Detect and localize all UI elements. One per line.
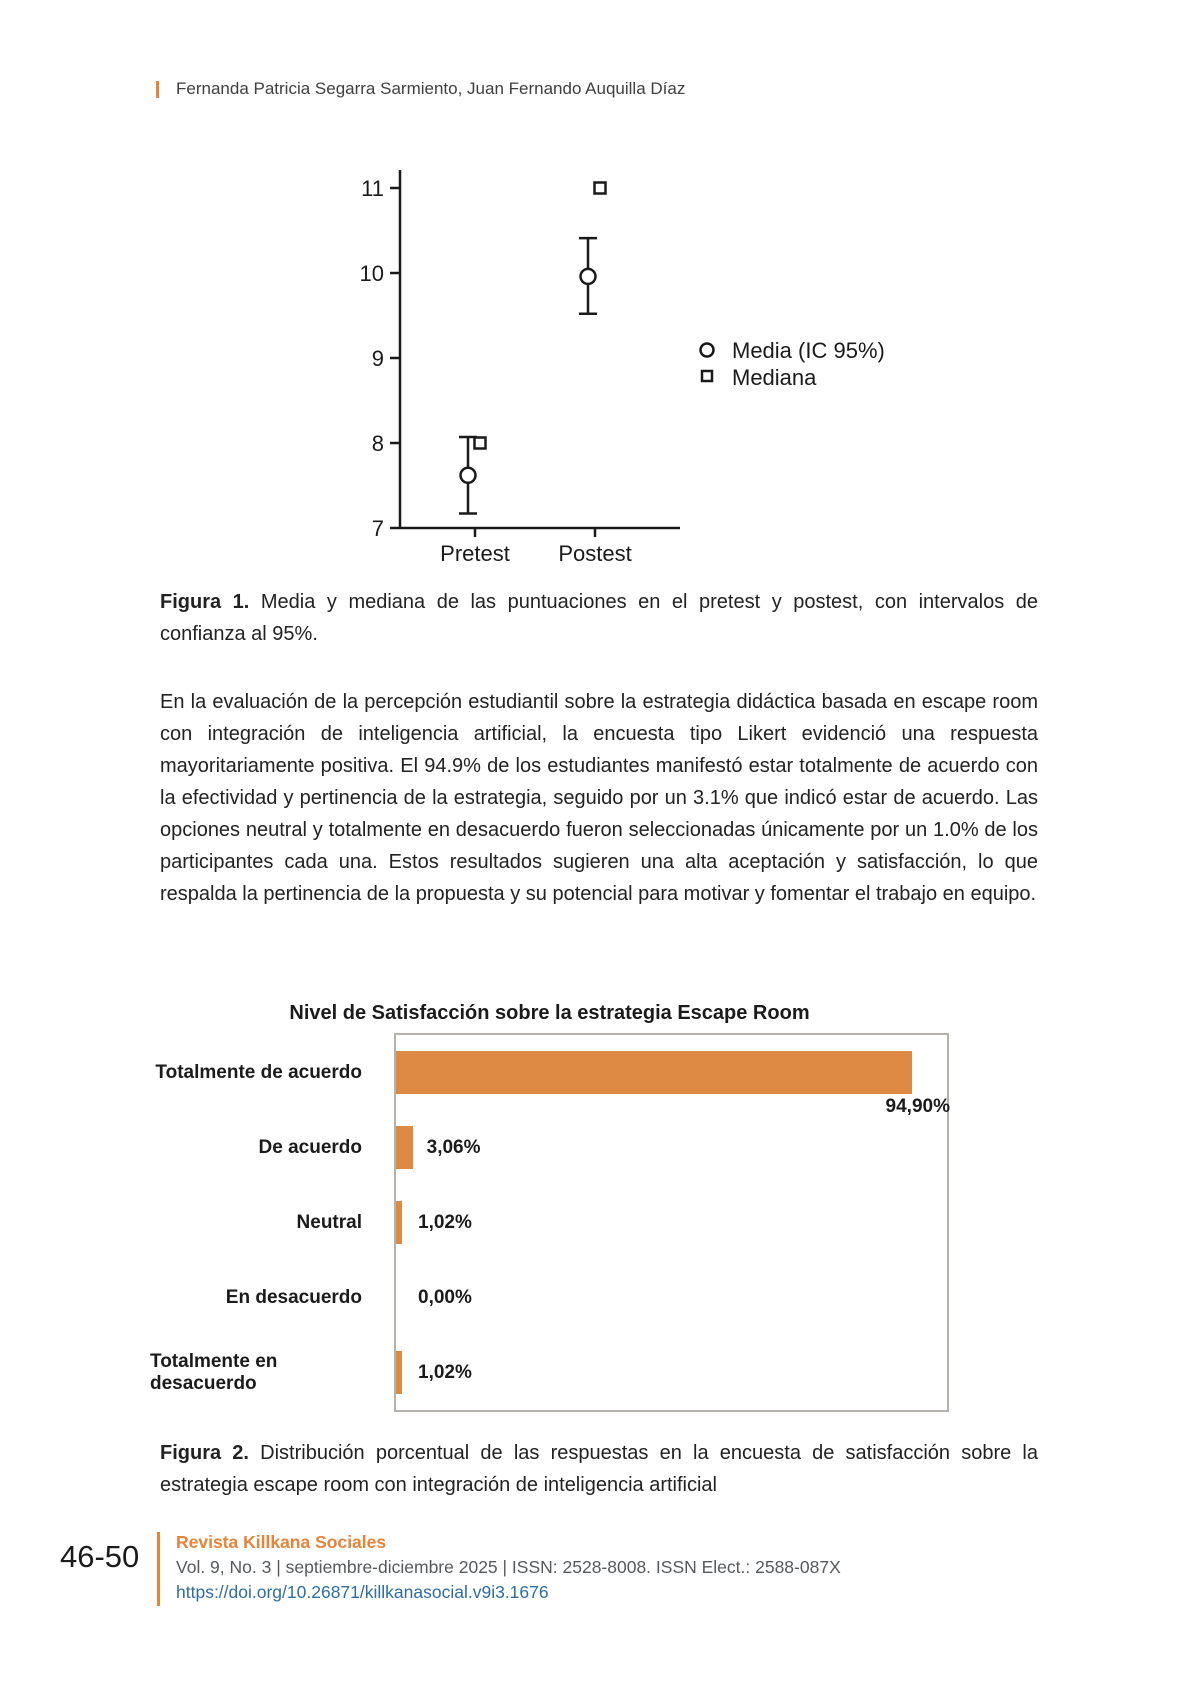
footer-journal-name: Revista Killkana Sociales — [176, 1532, 387, 1552]
legend-median-marker — [702, 371, 712, 381]
figure2-plot-area — [394, 1033, 949, 1412]
footer-info — [176, 1530, 841, 1605]
footer-doi — [176, 1580, 841, 1605]
legend-median-label: Mediana — [732, 365, 817, 390]
figure2-caption-label: Figura 2. — [160, 1442, 249, 1464]
figure2-chart-body — [150, 1033, 949, 1412]
mean-marker — [461, 468, 476, 483]
doi-link[interactable]: https://doi.org/10.26871/killkanasocial.v9i3.1676 — [176, 1582, 549, 1602]
y-tick-label: 9 — [371, 346, 384, 371]
page-header — [156, 79, 685, 99]
y-tick-label: 10 — [359, 261, 384, 286]
footer-accent-rule — [157, 1532, 160, 1606]
figure2-bar-row — [396, 1260, 947, 1335]
figure1-chart-svg — [335, 150, 955, 580]
figure2-caption-text: Distribución porcentual de las respuestas en la encuesta de satisfacción sobre la estrategia escape room con integración de inteligencia artificial — [160, 1442, 1039, 1496]
footer-issue-line: Vol. 9, No. 3 | septiembre-diciembre 2025 | ISSN: 2528-8008. ISSN Elect.: 2588-087X — [176, 1557, 841, 1577]
figure2-bar-row — [396, 1110, 947, 1185]
x-tick-label: Pretest — [440, 541, 510, 566]
header-accent-rule — [156, 81, 159, 98]
figure2-value-label: 1,02% — [418, 1211, 472, 1233]
figure2-category-label: Totalmente en desacuerdo — [150, 1350, 278, 1394]
median-marker — [595, 183, 606, 194]
figure2-bar — [396, 1201, 402, 1244]
figure2-value-label: 0,00% — [418, 1286, 472, 1308]
figure2-bar-row — [396, 1035, 950, 1117]
body-paragraph: En la evaluación de la percepción estudiantil sobre la estrategia didáctica basada en escape room con integración de inteligencia artificial, la encuesta tipo Likert evidenció una respuesta mayoritariamente positiva. El 94.9% de los estudiantes manifestó estar totalmente de acuerdo con la efectividad y pertinencia de la estrategia, seguido por un 3.1% que indicó estar de acuerdo. Las opciones neutral y totalmente en desacuerdo fueron seleccionadas únicamente por un 1.0% de los participantes cada una. Estos resultados sugieren una alta aceptación y satisfacción, lo que respalda la pertinencia de la propuesta y su potencial para motivar y fomentar el trabajo en equipo. — [160, 691, 1038, 905]
y-tick-label: 7 — [371, 516, 384, 541]
figure1-caption — [160, 586, 1038, 650]
legend-mean-marker — [701, 344, 714, 357]
author-names: Fernanda Patricia Segarra Sarmiento, Juan Fernando Auquilla Díaz — [176, 79, 686, 98]
figure2-bar-row — [396, 1185, 947, 1260]
median-marker — [475, 438, 486, 449]
figure2-category-label: De acuerdo — [258, 1136, 362, 1158]
figure2-bar — [396, 1351, 402, 1394]
figure2-value-label: 94,90% — [885, 1096, 950, 1117]
figure1-caption-text: Media y mediana de las puntuaciones en el pretest y postest, con intervalos de confianza al 95%. — [160, 591, 1038, 645]
figure2-title: Nivel de Satisfacción sobre la estrategia Escape Room — [289, 1002, 810, 1024]
y-tick-label: 8 — [371, 431, 384, 456]
mean-marker — [581, 269, 596, 284]
figure2-value-label: 1,02% — [418, 1361, 472, 1383]
figure1-caption-label: Figura 1. — [160, 591, 250, 613]
legend-mean-label: Media (IC 95%) — [732, 338, 885, 363]
figure2-bar — [396, 1126, 413, 1169]
x-tick-label: Postest — [558, 541, 632, 566]
figure2-value-label: 3,06% — [426, 1136, 481, 1158]
figure1-chart — [335, 150, 955, 580]
footer-page-range: 46-50 — [60, 1539, 140, 1574]
figure2-category-label: Totalmente de acuerdo — [155, 1061, 362, 1083]
figure2-bar-row — [396, 1335, 947, 1410]
figure2-category-label: Neutral — [296, 1211, 362, 1233]
figure2-category-label: En desacuerdo — [225, 1286, 362, 1308]
figure2-labels — [150, 1033, 394, 1412]
figure2-caption — [160, 1437, 1038, 1501]
figure2-rows — [396, 1035, 950, 1410]
figure2-chart — [150, 1002, 949, 1412]
figure2-bar — [396, 1051, 912, 1094]
y-tick-label: 11 — [361, 176, 384, 201]
